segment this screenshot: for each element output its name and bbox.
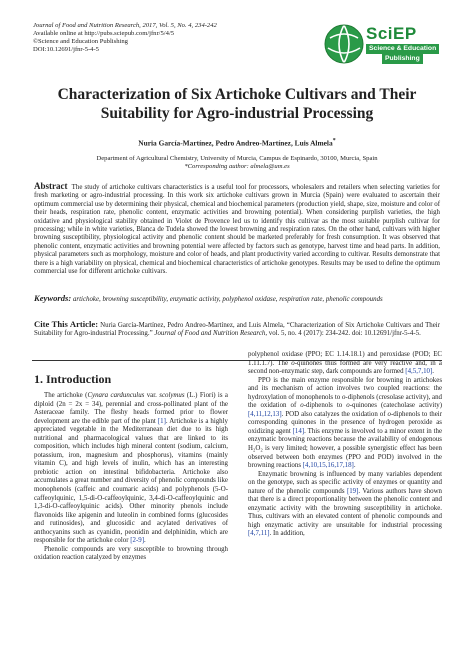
journal-header <box>33 22 217 54</box>
intro-paragraph-2: Phenolic compounds are very susceptible to browning through oxidation reaction catalyzed by enzymes <box>34 545 228 562</box>
title-line-1: Characterization of Six Artichoke Cultivars and Their <box>57 86 417 103</box>
reference-link[interactable]: [2-9] <box>130 537 145 545</box>
abstract-label: Abstract <box>34 181 68 191</box>
corresponding-mark: * <box>332 138 336 144</box>
journal-line: Journal of Food and Nutrition Research, 2017, Vol. 5, No. 4, 234-242 <box>33 22 217 29</box>
publisher-logo <box>322 22 446 68</box>
cite-journal: Journal of Food and Nutrition Research <box>154 330 266 338</box>
intro-paragraph-5: Enzymatic browning is influenced by many variables dependent on the genotype, such as specific activity of enzymes or quantity and nature of the phenolic compounds [19]. Various authors have shown that there is a direct proportionality between the phenolic content and enzymatic activity with the browning susceptibility in artichoke. Thus, cultivars with an elevated content of phenolic compounds and high enzymatic activity are unsuitable for industrial processing [4,7,11]. In addition, <box>248 470 442 538</box>
cite-tail: , vol. 5, no. 4 (2017): 234-242. doi: 10.12691/jfnr-5-4-5. <box>265 330 421 338</box>
reference-link[interactable]: [4,5,7,10] <box>405 368 433 376</box>
citation <box>34 320 440 339</box>
intro-paragraph-3: polyphenol oxidase (PPO; EC 1.14.18.1) and peroxidase (POD; EC 1.11.1.7). The o-quinones thus formed are very reactive and, in a second non-enzymatic step, dark compounds are formed [4,5,7,10]. <box>248 351 442 376</box>
authors-text: Nuria García-Martínez, Pedro Andreo-Martínez, Luis Almela <box>138 138 333 148</box>
reference-link[interactable]: [4,11,12,13] <box>248 410 282 418</box>
cite-text: Nuria García-Martínez, Pedro Andreo-Martínez, and Luis Almela, “Characterization of Six Artichoke Cultivars and Their Suitability for Agro-industrial Processing.” <box>34 322 440 338</box>
right-column <box>248 351 442 539</box>
keywords <box>34 294 440 304</box>
logo-wordmark: SciEP <box>366 24 417 43</box>
reference-link[interactable]: [1] <box>157 417 166 425</box>
logo-line-2: Publishing <box>382 54 423 64</box>
section-heading: 1. Introduction <box>34 372 112 386</box>
availability-link[interactable]: Available online at http://pubs.sciepub.com/jfnr/5/4/5 <box>33 29 175 37</box>
intro-paragraph-1: The artichoke (Cynara cardunculus var. scolymus (L.) Fiori) is a diploid (2n = 2x = 34), perennial and cross-pollinated plant of the Asteraceae family. The fleshy heads formed prior to flower development are the edible part of the plant [1]. Artichoke is a highly appreciated vegetable in the Mediterranean diet due to its high nutritional and pharmacological values that are linked to its composition, which includes high mineral content (sodium, calcium, potassium, iron, magnesium and phosphorus), vitamins (mainly vitamin C), and high levels of inulin, which has an interesting prebiotic action on intestinal bifidobacteria. Artichoke also accumulates a great number and diversity of phenolic compounds like monophenols (caffeic and coumaric acids) and polyphenols (5-O-caffeoylquinic, 1,5-di-O-caffeoylquinic, 3,4-di-O-caffeoylquinic and 1,3-di-O-caffeoylquinic acids). Other minority phenols include flavonoids like apigenin and luteolin in combined forms (glucosides and rutinosides), and glucosidic and acylated derivatives of anthocyanins such as cyanidin, peonidin and delphinidin, which are responsible for the artichoke color [2-9]. <box>34 392 228 545</box>
reference-link[interactable]: [14] <box>292 427 305 435</box>
title-line-2: Suitability for Agro-industrial Processing <box>100 105 374 122</box>
author-list <box>30 138 444 147</box>
doi-line[interactable]: DOI:10.12691/jfnr-5-4-5 <box>33 45 99 53</box>
reference-link[interactable]: [4,10,15,16,17,18] <box>302 462 354 470</box>
keywords-text: artichoke, browning susceptibility, enzymatic activity, polyphenol oxidase, respiration rate, phenolic compounds <box>72 296 383 303</box>
publisher-line: ©Science and Education Publishing <box>33 37 128 45</box>
globe-icon <box>322 22 366 68</box>
reference-link[interactable]: [4,7,11] <box>248 530 270 538</box>
keywords-label: Keywords: <box>34 293 72 303</box>
abstract-text: The study of artichoke cultivars characteristics is a useful tool for processors, wholesalers and retailers when selecting varieties for fresh marketing or agro-industrial processing. In this work six artichoke cultivars grown in Murcia (Spain) were evaluated to ascertain their optimum commercial use by determining their physical, chemical and biochemical parameters (production yield, shape, size, moisture and color of their heads, respiration rate, phenolic content, enzymatic activities and browning potential). When considering purplish varieties, the high oxidative and physiological stability obtained in Violet de Provence led us to identify this cultivar as the most suitable purplish cultivar for processing; while in white varieties, Blanca de Tudela showed the lowest browning and respiration rates. On the other hand, cultivars with higher browning susceptibility, physiological activity and phenolic content should be marketed preferably for fresh consumption. It was observed that phenolic content, enzymatic activities and browning potential were affected by factors such as genotype, harvest time and head parts. In addition, physical parameters such as morphology, moisture and color of heads, and plant productivity varied according to cultivar. Results demonstrate that there is a high variability on physical, chemical and biochemical characteristics of artichoke genotypes. Results may be used to define the optimum commercial use for different artichoke cultivars. <box>34 184 440 276</box>
left-column <box>34 392 228 563</box>
corresponding-email: *Corresponding author: almela@um.es <box>184 163 290 170</box>
logo-line-1: Science & Education <box>366 44 439 54</box>
intro-paragraph-4: PPO is the main enzyme responsible for browning in artichokes and its mechanism of action involves two coupled reactions: the hydroxylation of monophenols to o-diphenols (cresolase activity), and the oxidation of o-diphenols to o-quinones (catecholase activity) [4,11,12,13]. POD also catalyzes the oxidation of o-diphenols to their corresponding quinones in the presence of hydrogen peroxide as oxidizing agent [14]. This enzyme is involved to a minor extent in the enzymatic browning reactions because the availability of endogenous H₂O₂ is very limited; however, a possible synergistic effect has been observed between both enzymes (PPO and POD) involved in the browning reactions [4,10,15,16,17,18]. <box>248 376 442 470</box>
abstract <box>34 182 440 276</box>
affiliation-block <box>30 155 444 171</box>
paper-title <box>30 85 444 123</box>
cite-label: Cite This Article: <box>34 319 99 329</box>
reference-link[interactable]: [19] <box>346 487 359 495</box>
affiliation: Department of Agricultural Chemistry, University of Murcia, Campus de Espinardo, 30100, Murcia, Spain <box>96 155 378 162</box>
